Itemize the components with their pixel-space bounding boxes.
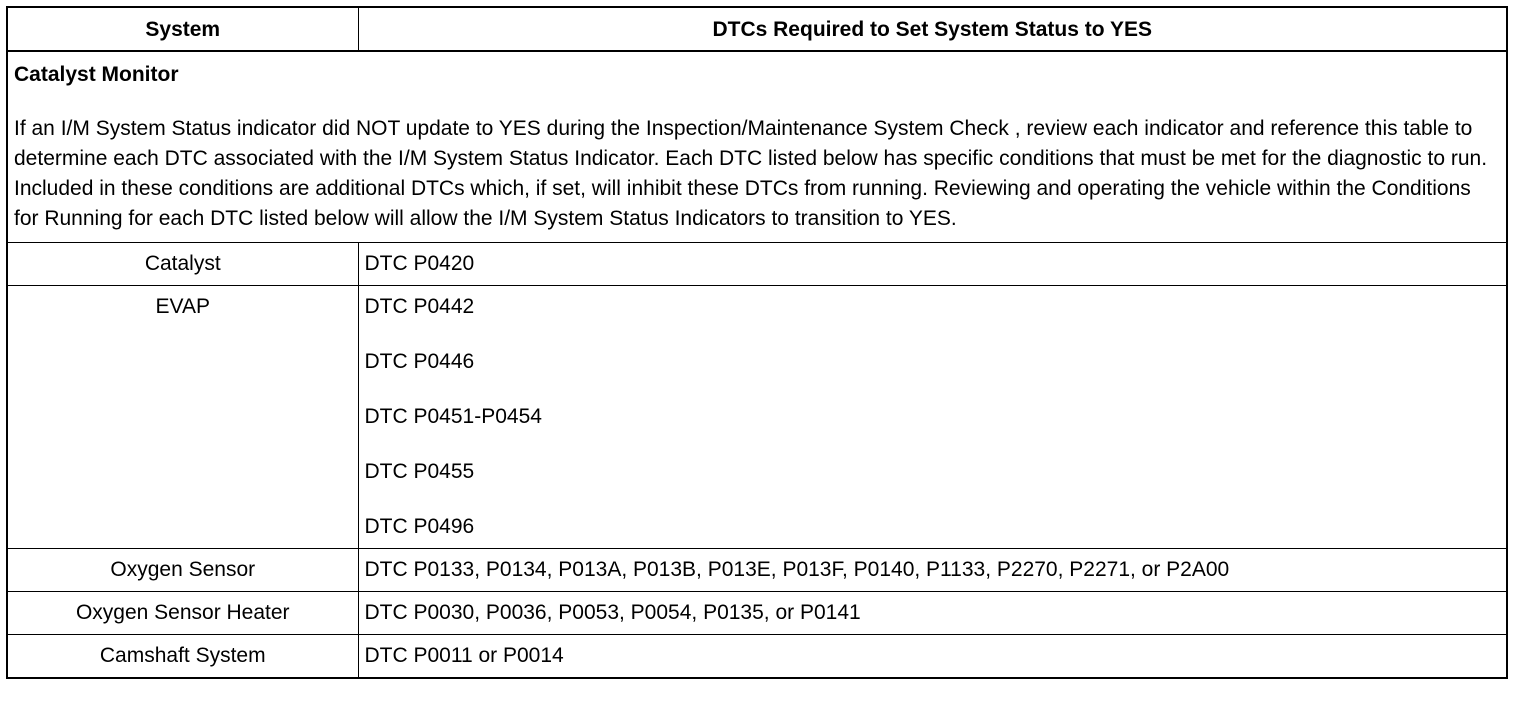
dtc-list <box>365 555 1501 585</box>
dtc-list <box>365 249 1501 279</box>
dtc-cell <box>358 592 1507 635</box>
table-row-evap <box>7 286 1507 549</box>
dtc-item: DTC P0446 <box>364 350 475 373</box>
system-cell: Catalyst <box>7 243 358 286</box>
dtc-status-table <box>6 6 1508 679</box>
table-row-catalyst <box>7 243 1507 286</box>
dtc-cell <box>358 635 1507 679</box>
dtc-item: DTC P0496 <box>364 515 475 538</box>
header-system: System <box>7 7 358 51</box>
dtc-cell <box>358 549 1507 592</box>
dtc-list <box>365 641 1501 671</box>
table-header-row <box>7 7 1507 51</box>
system-cell: EVAP <box>7 286 358 549</box>
intro-body: If an I/M System Status indicator did NOT update to YES during the Inspection/Maintenance System Check , review each indicator and reference this table to determine each DTC associated with the I/M System Status Indicator. Each DTC listed below has specific conditions that must be met for the diagnostic to run. Included in these conditions are additional DTCs which, if set, will inhibit these DTCs from running. Reviewing and operating the vehicle within the Conditions for Running for each DTC listed below will allow the I/M System Status Indicators to transition to YES. <box>14 117 1488 230</box>
dtc-item: DTC P0011 or P0014 <box>364 644 564 667</box>
header-dtcs: DTCs Required to Set System Status to YES <box>358 7 1507 51</box>
dtc-item: DTC P0420 <box>364 252 475 275</box>
dtc-item: DTC P0133, P0134, P013A, P013B, P013E, P013F, P0140, P1133, P2270, P2271, or P2A00 <box>364 558 1230 581</box>
system-cell: Oxygen Sensor <box>7 549 358 592</box>
system-cell: Camshaft System <box>7 635 358 679</box>
document-table-wrapper <box>6 6 1506 679</box>
dtc-item: DTC P0442 <box>364 295 475 318</box>
table-row-oxygen-sensor-heater <box>7 592 1507 635</box>
table-row-oxygen-sensor <box>7 549 1507 592</box>
dtc-cell <box>358 243 1507 286</box>
intro-title: Catalyst Monitor <box>14 63 179 86</box>
dtc-item: DTC P0451-P0454 <box>364 405 542 428</box>
dtc-list <box>365 598 1501 628</box>
dtc-cell <box>358 286 1507 549</box>
intro-row <box>7 51 1507 243</box>
dtc-item: DTC P0455 <box>364 460 475 483</box>
intro-cell <box>7 51 1507 243</box>
dtc-item: DTC P0030, P0036, P0053, P0054, P0135, or P0141 <box>364 601 861 624</box>
table-row-camshaft-system <box>7 635 1507 679</box>
dtc-list <box>365 292 1501 542</box>
system-cell: Oxygen Sensor Heater <box>7 592 358 635</box>
